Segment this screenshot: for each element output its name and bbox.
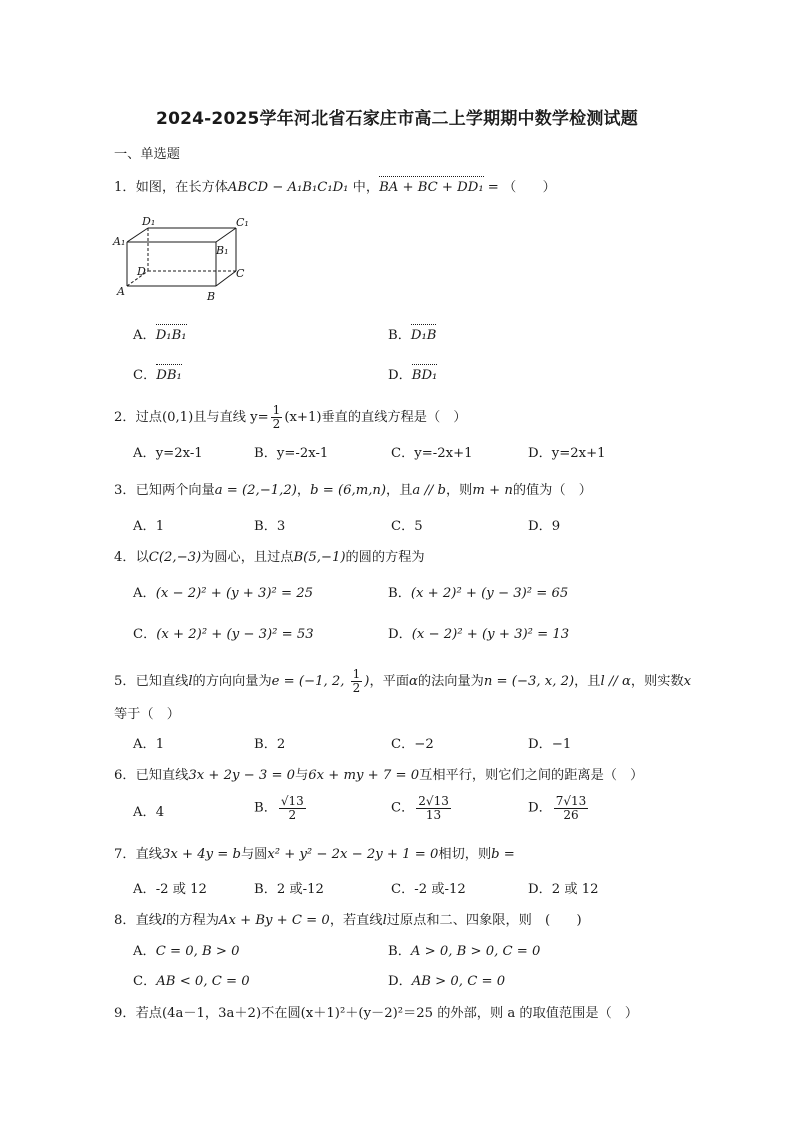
q7-option-d[interactable]: D．2 或 12 [528,882,599,897]
q2-option-a[interactable]: A．y=2x-1 [133,446,203,461]
q7-option-c[interactable]: C．-2 或-12 [391,882,466,897]
q7-option-a[interactable]: A．-2 或 12 [133,882,207,897]
q3-option-d[interactable]: D．9 [528,519,561,534]
question-1: 1．如图，在长方体ABCD − A₁B₁C₁D₁ 中，BA + BC + DD₁ = （ ） [114,180,556,195]
q8-option-a[interactable]: A．C = 0, B > 0 [133,944,240,959]
q4-option-b[interactable]: B．(x + 2)² + (y − 3)² = 65 [388,586,569,601]
question-8: 8．直线l的方程为Ax + By + C = 0，若直线l过原点和二、四象限，则 ( ) [114,913,582,928]
q7-option-b[interactable]: B．2 或-12 [254,882,324,897]
label-C1: C₁ [236,216,249,229]
q5-option-d[interactable]: D．−1 [528,737,572,752]
fraction: $\frac{1}{2}$ [272,403,281,431]
question-5-continued: 等于（ ） [114,707,180,722]
question-4: 4．以C(2,−3)为圆心，且过点B(5,−1)的圆的方程为 [114,550,425,565]
q6-option-c[interactable]: C． $\frac{2√13}{13}$ [391,794,449,822]
question-9: 9．若点(4a－1，3a＋2)不在圆(x＋1)²＋(y－2)²＝25 的外部，则 a 的取值范围是（ ） [114,1006,639,1021]
q8-option-d[interactable]: D．AB > 0, C = 0 [388,974,506,989]
q3-option-b[interactable]: B．3 [254,519,286,534]
label-A1: A₁ [113,235,126,248]
q4-option-a[interactable]: A．(x − 2)² + (y + 3)² = 25 [133,586,314,601]
label-C: C [236,267,245,280]
q1-option-b[interactable]: B．D₁B [388,328,437,343]
label-B: B [207,290,216,303]
cuboid-figure [112,214,252,306]
q5-option-b[interactable]: B．2 [254,737,286,752]
q6-option-a[interactable]: A．4 [133,805,165,820]
label-A: A [117,285,125,298]
q1-option-a[interactable]: A．D₁B₁ [133,328,187,343]
q2-option-c[interactable]: C．y=-2x+1 [391,446,473,461]
question-5: 5．已知直线l的方向向量为e = (−1, 2, $\frac{1}{2}$ )，平面α的法向量为n = (−3, x, 2)，且l // α，则实数x [114,667,692,695]
q8-option-c[interactable]: C．AB < 0, C = 0 [133,974,250,989]
q6-option-d[interactable]: D． $\frac{7√13}{26}$ [528,794,587,822]
question-7: 7．直线3x + 4y = b与圆x² + y² − 2x − 2y + 1 = 0相切，则b = [114,847,515,862]
q8-option-b[interactable]: B．A > 0, B > 0, C = 0 [388,944,541,959]
question-3: 3．已知两个向量a = (2,−1,2)，b = (6,m,n)，且a // b，则m + n的值为（ ） [114,483,592,498]
q1-option-d[interactable]: D．BD₁ [388,368,438,383]
q4-option-d[interactable]: D．(x − 2)² + (y + 3)² = 13 [388,627,570,642]
q6-option-b[interactable]: B． $\frac{√13}{2}$ [254,794,304,822]
q5-option-c[interactable]: C．−2 [391,737,434,752]
label-D1: D₁ [142,215,156,228]
q3-option-a[interactable]: A．1 [133,519,165,534]
question-6: 6．已知直线3x + 2y − 3 = 0与6x + my + 7 = 0互相平行，则它们之间的距离是（ ） [114,768,644,783]
q2-option-d[interactable]: D．y=2x+1 [528,446,606,461]
q3-option-c[interactable]: C．5 [391,519,423,534]
q1-option-c[interactable]: C．DB₁ [133,368,182,383]
section-heading: 一、单选题 [114,147,180,162]
label-B1: B₁ [216,244,229,257]
label-D: D [137,265,146,278]
q5-option-a[interactable]: A．1 [133,737,165,752]
fraction: $\frac{1}{2}$ [352,667,361,695]
q2-option-b[interactable]: B．y=-2x-1 [254,446,329,461]
page-title: 2024-2025学年河北省石家庄市高二上学期期中数学检测试题 [156,109,638,129]
q4-option-c[interactable]: C．(x + 2)² + (y − 3)² = 53 [133,627,314,642]
question-2: 2．过点(0,1)且与直线 y= $\frac{1}{2}$ (x+1)垂直的直线方程是（ ） [114,403,467,431]
